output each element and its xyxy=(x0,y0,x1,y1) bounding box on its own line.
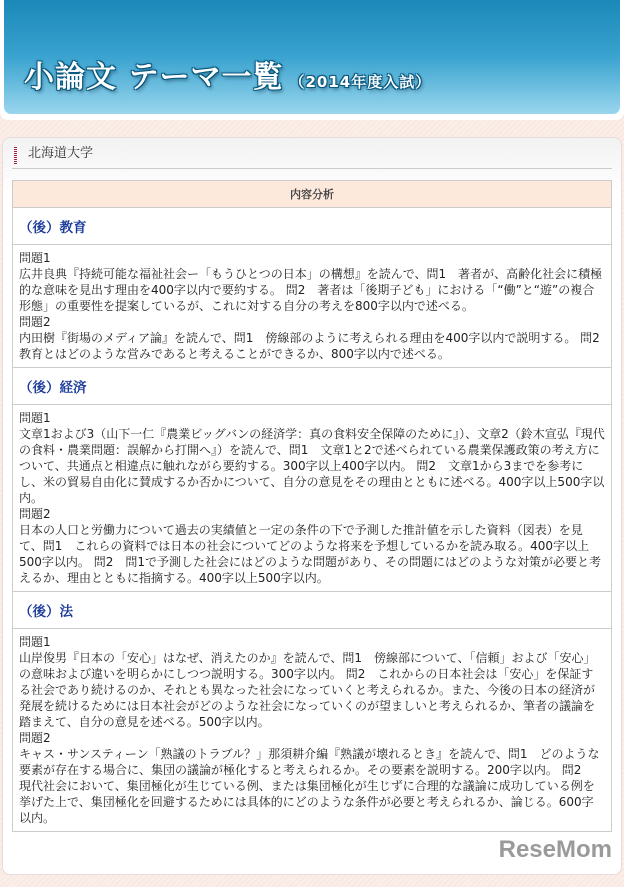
section-content-row xyxy=(13,629,612,832)
problem-label: 問題2 xyxy=(19,507,51,521)
problem-text: 日本の人口と労働力について過去の実績値と一定の条件の下で予測した推計値を示した資料（図表）を見て、問1 これらの資料では日本の社会についてどのような将来を予想しているかを読み取る。400字以上500字以内。 問2 問1で予測した社会にはどのような問題があり、その問題にはどのような対策が必要と考えるか、理由とともに指摘する。400字以上500字以内。 xyxy=(19,523,601,585)
problem-label: 問題1 xyxy=(19,411,51,425)
section-content xyxy=(13,629,612,832)
section-content xyxy=(13,405,612,592)
section-content-row xyxy=(13,245,612,368)
section-heading-row xyxy=(13,368,612,405)
problem-text: 山岸俊男『日本の「安心」はなぜ、消えたのか』を読んで、問1 傍線部について、「信頼」および「安心」の意味および違いを明らかにしつつ説明する。300字以内。 問2 これからの日本社会は「安心」を保証する社会であり続けるのか、それとも異なった社会になっていくと考えられるか。また、今後の日本の経済が発展を続けるためには日本社会がどのような社会になっていくのが望ましいと考えられるか、筆者の議論を踏まえて、自分の意見を述べる。500字以内。 xyxy=(19,651,596,729)
problem-label: 問題2 xyxy=(19,315,51,329)
title-text: 小論文 テーマ一覧 xyxy=(24,60,284,95)
heading-marker xyxy=(14,147,17,164)
table-body xyxy=(13,208,612,832)
themes-table xyxy=(12,180,612,832)
problem-text: 広井良典『持続可能な福祉社会ー「もうひとつの日本」の構想』を読んで、問1 著者が、高齢化社会に積極的な意味を見出す理由を400字以内で要約する。 問2 著者は「後期子ども」における「“働”と“遊”の複合形態」の重要性を提案しているが、これに対する自分の考えを800字以内で述べる。 xyxy=(19,267,603,313)
problem-text: 内田樹『街場のメディア論』を読んで、問1 傍線部のように考えられる理由を400字以内で説明する。 問2 教育とはどのような営みであると考えることができるか、800字以内で述べる。 xyxy=(19,331,612,361)
university-heading xyxy=(12,144,612,169)
problem-label: 問題2 xyxy=(19,731,51,745)
problem-text: 文章1および3（山下一仁『農業ビッグバンの経済学：真の食料安全保障のために』）、文章2（鈴木宣弘『現代の食料・農業問題：誤解から打開へ』）を読んで、問1 文章1と2で述べられている農業保護政策の考え方について、共通点と相違点に触れながら要約する。300字以上400字以内。 問2 文章1から3までを参考にし、米の貿易自由化に賛成するか否かについて、自分の意見をその理由とともに述べる。400字以上500字以内。 xyxy=(19,427,605,505)
section-heading-row xyxy=(13,592,612,629)
problem-text: キャス・サンスティーン「熟議のトラブル？」那須耕介編『熟議が壊れるとき』を読んで、問1 どのような要素が存在する場合に、集団の議論が極化すると考えられるか。その要素を説明する。200字以内。 問2 現代社会において、集団極化が生じている例、または集団極化が生じずに合理的な議論に成功している例を挙げた上で、集団極化を回避するためには具体的にどのような条件が必要と考えられるか、論じる。600字以内。 xyxy=(19,747,600,825)
resemom-logo: ReseMom xyxy=(498,836,612,863)
page-banner xyxy=(0,0,624,120)
banner-background xyxy=(4,0,620,114)
problem-label: 問題1 xyxy=(19,251,51,265)
university-name: 北海道大学 xyxy=(28,146,94,161)
section-heading: （後）経済 xyxy=(13,368,612,405)
section-heading: （後）法 xyxy=(13,592,612,629)
table-header: 内容分析 xyxy=(13,181,612,208)
section-heading: （後）教育 xyxy=(13,208,612,245)
page-subtitle: （2014年度入試） xyxy=(289,73,432,91)
section-heading-row xyxy=(13,208,612,245)
problem-label: 問題1 xyxy=(19,635,51,649)
content-card xyxy=(2,137,622,875)
page-title xyxy=(24,52,431,96)
section-content-row xyxy=(13,405,612,592)
section-content xyxy=(13,245,612,368)
